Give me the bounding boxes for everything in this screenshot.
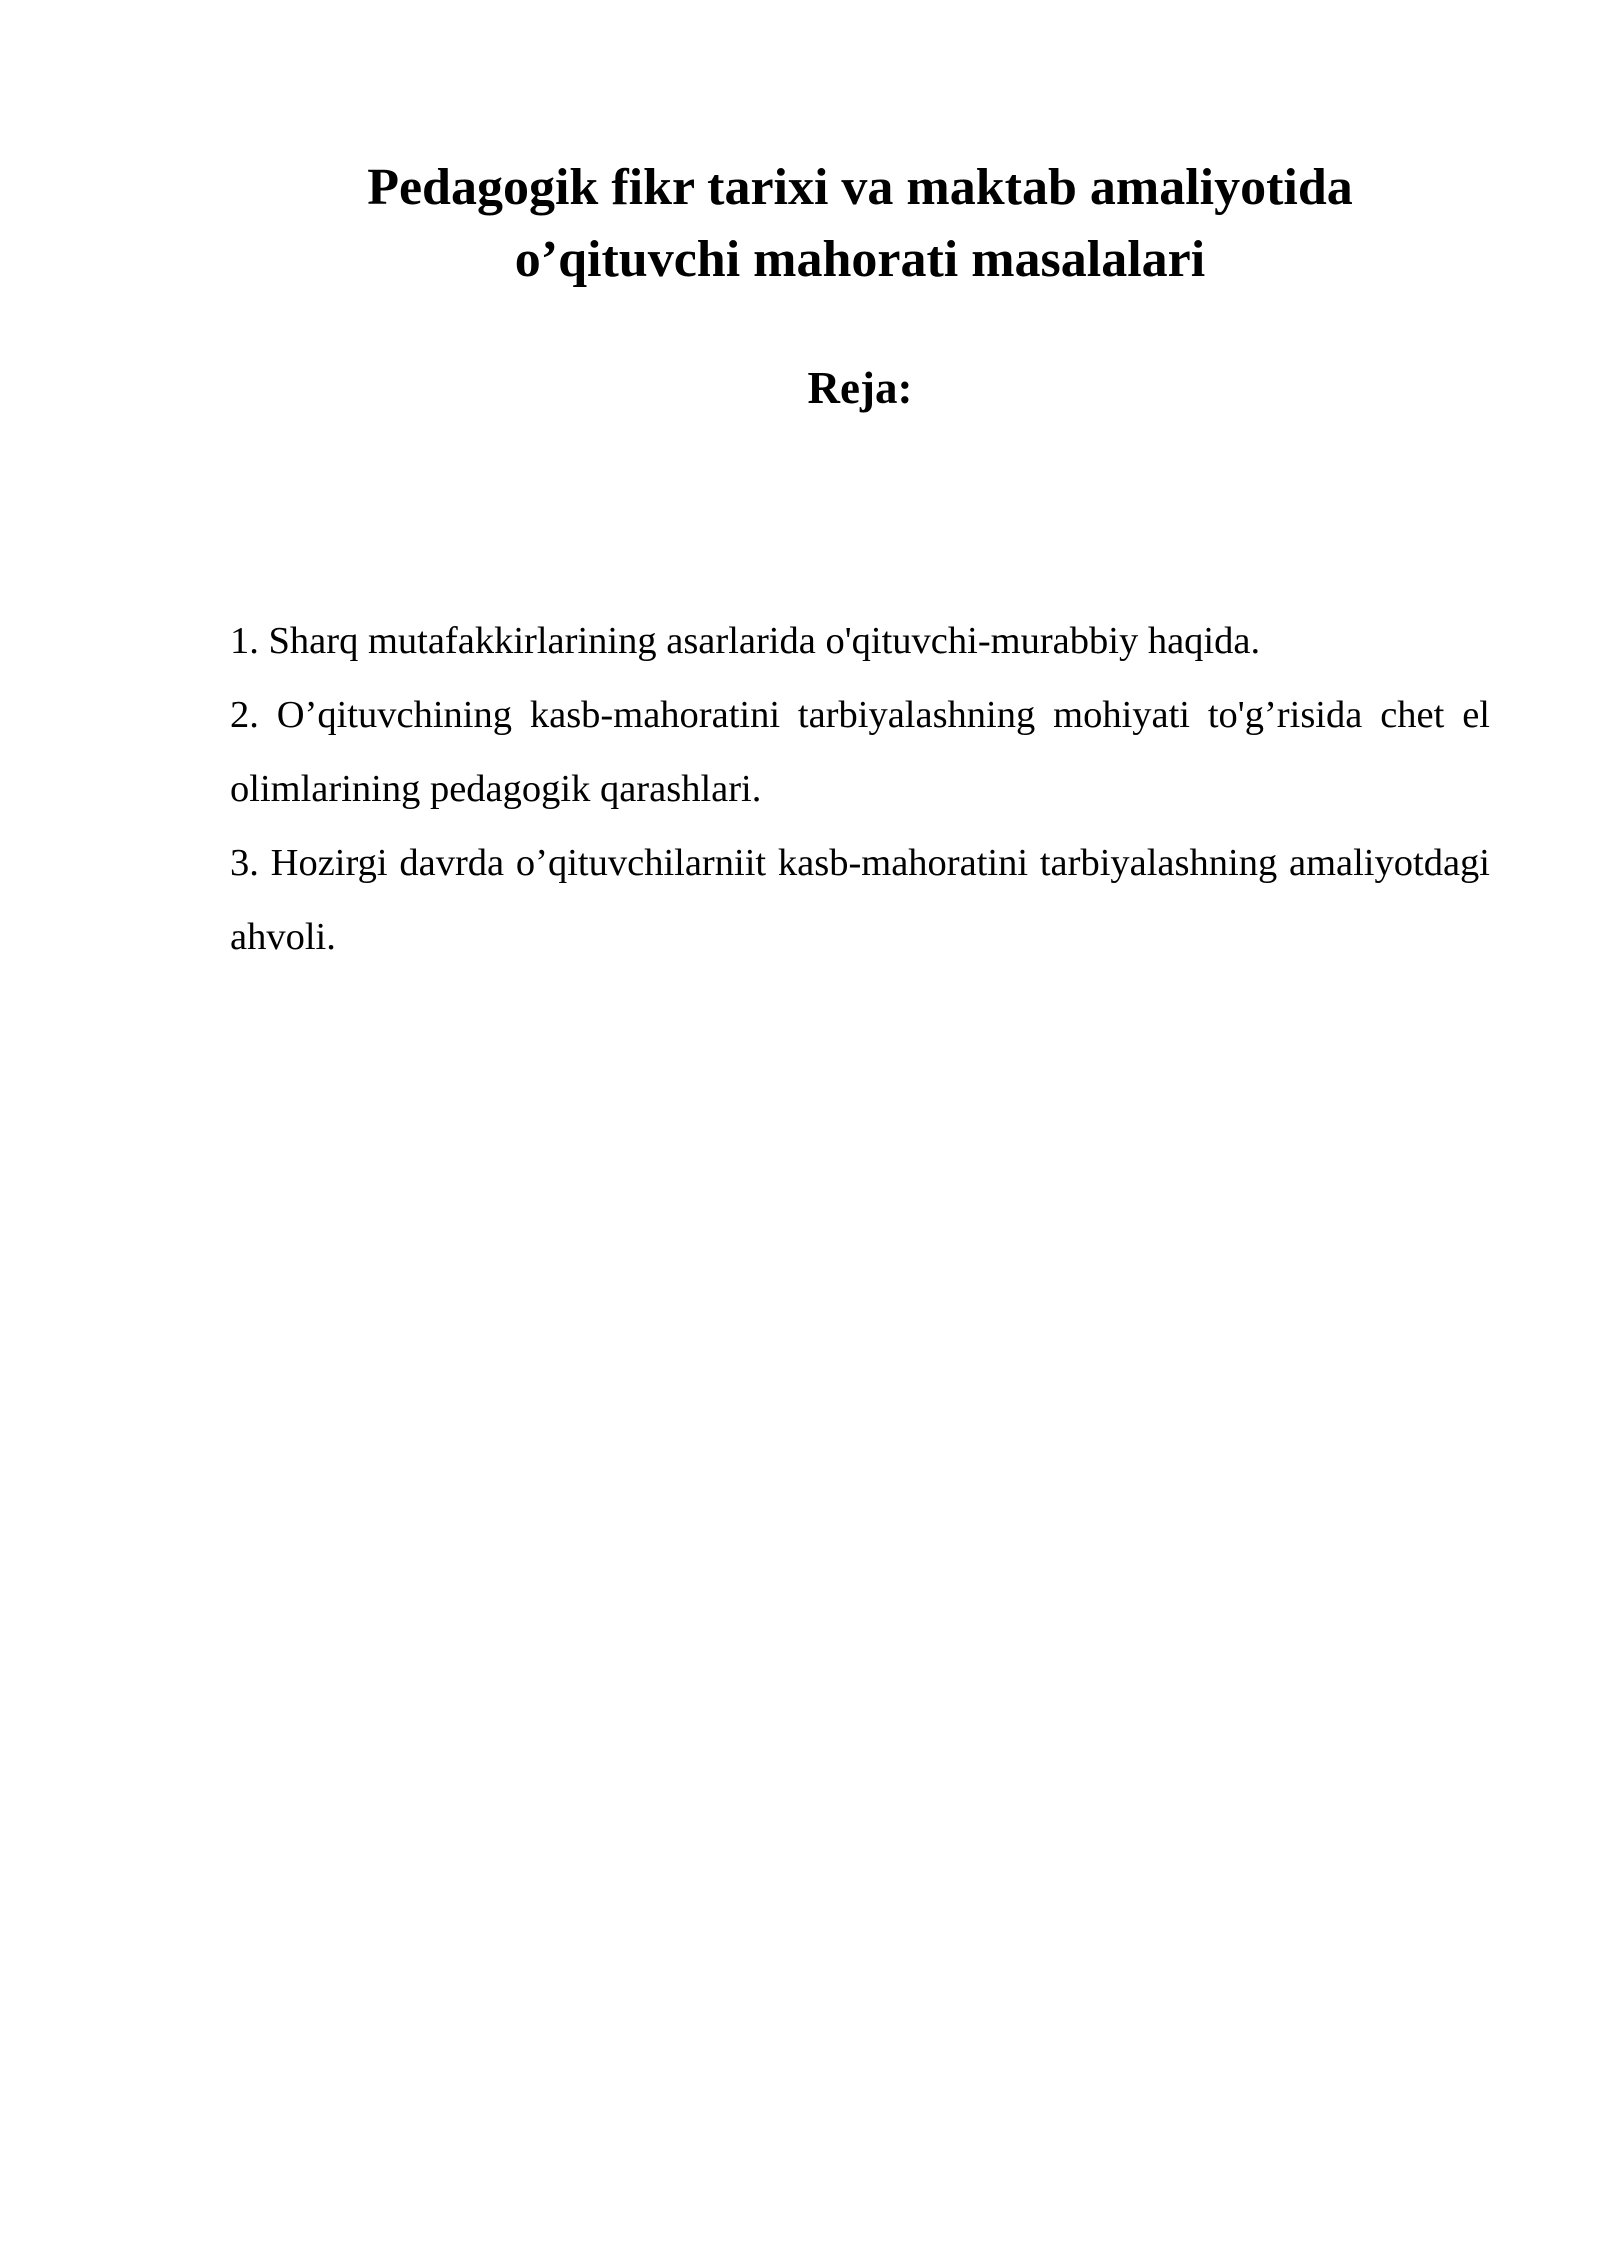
- document-title-line-1: Pedagogik fikr tarixi va maktab amaliyotida: [367, 159, 1353, 216]
- plan-heading: Reja:: [807, 363, 913, 413]
- plan-item-2: 2. O’qituvchining kasb-mahoratini tarbiyalashning mohiyati to'g’risida chet el olimlarining pedagogik qarashlari.: [230, 694, 1490, 810]
- plan-item-3: 3. Hozirgi davrda o’qituvchilarniit kasb-mahoratini tarbiyalashning amaliyotdagi ahvoli.: [230, 842, 1490, 958]
- document-title: [230, 152, 1490, 296]
- plan-item-1: 1. Sharq mutafakkirlarining asarlarida o'qituvchi-murabbiy haqida.: [230, 620, 1261, 662]
- document-title-line-2: o’qituvchi mahorati masalalari: [514, 231, 1206, 288]
- plan-list: [230, 604, 1490, 974]
